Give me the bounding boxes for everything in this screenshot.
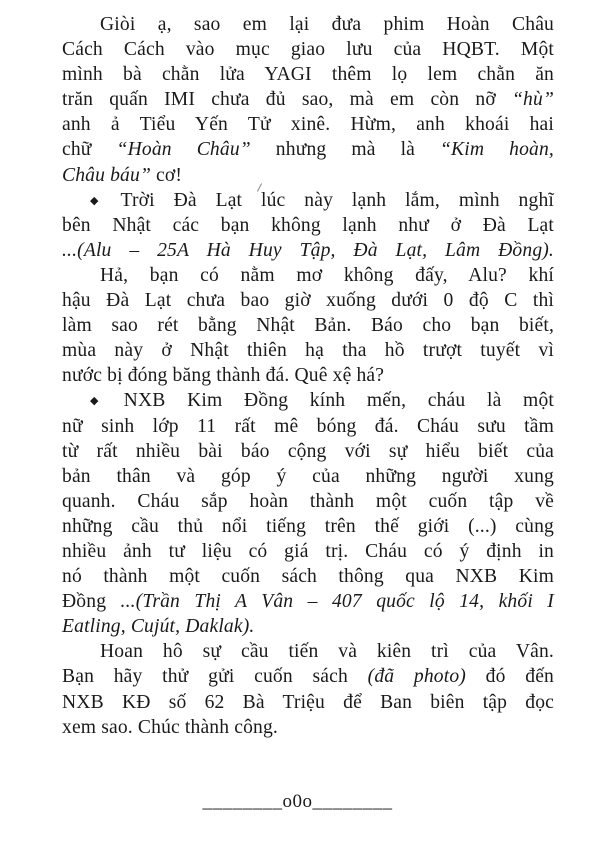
text-line: những cầu thủ nổi tiếng trên thế giới (...) cùng (62, 515, 554, 537)
text-line: làm sao rét bằng Nhật Bản. Báo cho bạn biết, (62, 315, 554, 337)
diamond-bullet-icon: ◆ (90, 395, 99, 408)
text-line: Eatling, Cujút, Daklak). (62, 616, 255, 638)
text-line: từ rất nhiều bài báo cộng với sự hiểu biết của (62, 440, 554, 462)
reader-letter-2 (62, 188, 554, 263)
text-line: Bạn hãy thử gửi cuốn sách (đã photo) đó đến (62, 666, 554, 688)
reply-paragraph-2 (62, 263, 554, 388)
text-line: ...(Alu – 25A Hà Huy Tập, Đà Lạt, Lâm Đồng). (62, 239, 554, 261)
article-body (62, 12, 554, 740)
reader-letter-3 (62, 388, 554, 639)
text-line: anh ả Tiểu Yến Tử xinê. Hừm, anh khoái hai (62, 114, 554, 136)
text-line: ◆ NXB Kim Đồng kính mến, cháu là một (62, 388, 554, 413)
text-line: bản thân và góp ý của những người xung (62, 465, 554, 487)
text-line: xem sao. Chúc thành công. (62, 716, 278, 738)
text-line: Giòi ạ, sao em lại đưa phim Hoàn Châu (100, 14, 554, 35)
text-line: chữ “Hoàn Châu” nhưng mà là “Kim hoàn, (62, 139, 554, 161)
reply-paragraph-3 (62, 639, 554, 739)
text-line: bên Nhật các bạn không lạnh như ở Đà Lạt (62, 214, 554, 236)
text-line: nhiều ảnh tư liệu có giá trị. Cháu có ý định in (62, 540, 554, 562)
diamond-bullet-icon: ◆ (90, 194, 99, 207)
text-line: nữ sinh lớp 11 rất mê bóng đá. Cháu sưu tầm (62, 415, 554, 437)
text-line: Hoan hô sự cầu tiến và kiên trì của Vân. (100, 641, 554, 663)
text-line: Hả, bạn có nằm mơ không đấy, Alu? khí (100, 264, 554, 286)
text-line: Châu báu” cơ! (62, 164, 183, 186)
text-line: nước bị đóng băng thành đá. Quê xệ há? (62, 365, 385, 387)
reply-paragraph-1 (62, 12, 554, 188)
text-line: nó thành một cuốn sách thông qua NXB Kim (62, 566, 554, 588)
text-line: NXB KĐ số 62 Bà Triệu để Ban biên tập đọc (62, 691, 554, 713)
text-line: quanh. Cháu sắp hoàn thành một cuốn tập về (62, 490, 554, 512)
text-line: Đồng ...(Trần Thị A Vân – 407 quốc lộ 14, khối I (62, 591, 554, 613)
section-separator: ________o0o________ (202, 791, 393, 812)
text-line: mình bà chằn lửa YAGI thêm lọ lem chằn ăn (62, 64, 554, 86)
text-line: ◆ Trời Đà Lạt lúc này lạnh lắm, mình nghĩ (62, 188, 554, 213)
text-line: trăn quấn IMI chưa đủ sao, mà em còn nỡ “hù” (62, 89, 554, 111)
text-line: Cách Cách vào mục giao lưu của HQBT. Một (62, 39, 554, 61)
text-line: mùa này ở Nhật thiên hạ tha hồ trượt tuyết vì (62, 340, 554, 362)
text-line: hậu Đà Lạt chưa bao giờ xuống dưới 0 độ C thì (62, 290, 554, 312)
